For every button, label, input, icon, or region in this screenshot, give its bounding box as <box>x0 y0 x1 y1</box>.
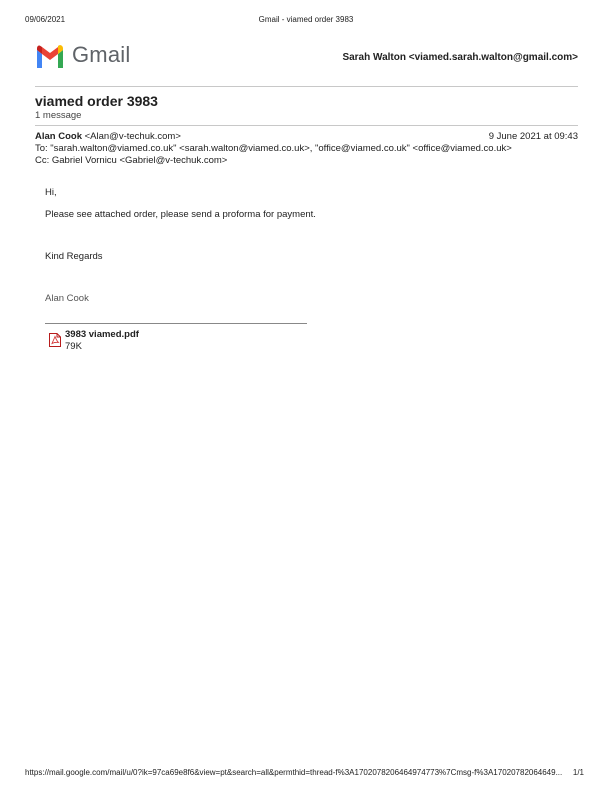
print-date: 09/06/2021 <box>25 15 66 24</box>
header-divider <box>35 86 578 87</box>
attachment-size: 79K <box>65 341 82 352</box>
gmail-m-icon <box>35 44 65 68</box>
attachment-divider <box>45 323 307 324</box>
attachment-name[interactable]: 3983 viamed.pdf <box>65 329 139 340</box>
body-line: Please see attached order, please send a proforma for payment. <box>45 209 316 220</box>
thread-subject: viamed order 3983 <box>35 93 158 109</box>
sender-name: Alan Cook <box>35 131 82 142</box>
to-recipients: To: "sarah.walton@viamed.co.uk" <sarah.walton@viamed.co.uk>, "office@viamed.co.uk" <office@viamed.co.uk> <box>35 143 512 154</box>
body-closing: Kind Regards <box>45 251 103 262</box>
sender <box>35 131 181 142</box>
body-signature: Alan Cook <box>45 293 89 304</box>
subject-divider <box>35 125 578 126</box>
sender-email: <Alan@v-techuk.com> <box>84 131 181 142</box>
print-url: https://mail.google.com/mail/u/0?ik=97ca69e8f6&view=pt&search=all&permthid=thread-f%3A1702078206464974773%7Cmsg-f%3A17020782064649... <box>25 768 563 777</box>
print-title: Gmail - viamed order 3983 <box>258 15 354 24</box>
body-greeting: Hi, <box>45 187 57 198</box>
page-number: 1/1 <box>572 768 584 777</box>
pdf-file-icon <box>49 333 61 347</box>
gmail-wordmark: Gmail <box>72 42 131 67</box>
message-date: 9 June 2021 at 09:43 <box>488 131 578 142</box>
cc-recipients: Cc: Gabriel Vornicu <Gabriel@v-techuk.com> <box>35 155 228 166</box>
account-name: Sarah Walton <viamed.sarah.walton@gmail.com> <box>342 52 578 63</box>
message-count: 1 message <box>35 110 82 121</box>
